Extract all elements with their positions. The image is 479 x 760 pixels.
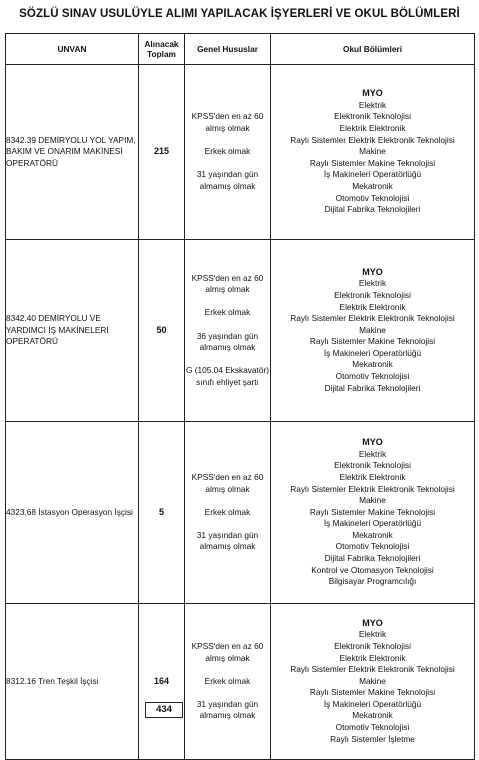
okul-bolum-item: Elektronik Teknolojisi [334, 111, 411, 122]
okul-bolum-item: Makine [359, 324, 386, 335]
table-row [6, 240, 475, 422]
okul-bolum-item: Mekatronik [352, 529, 393, 540]
genel-hususlar-cell [185, 65, 271, 240]
okul-bolum-item: İş Makineleri Operatörlüğü [323, 698, 422, 709]
genel-husus-item: KPSS'den en az 60 almış olmak [191, 471, 264, 494]
okul-bolum-item: Mekatronik [352, 359, 393, 370]
okul-bolum-item: Elektrik Elektronik [339, 301, 406, 312]
unvan-cell: 8342.39 DEMİRYOLU YOL YAPIM, BAKIM VE ONARIM MAKİNESİ OPERATÖRÜ [6, 65, 139, 240]
okul-bolum-item: Raylı Sistemler Elektrik Elektronik Teknolojisi [290, 313, 455, 324]
header-genel: Genel Hususlar [185, 34, 271, 65]
genel-husus-item: KPSS'den en az 60 almış olmak [191, 111, 264, 134]
okul-bolumleri-cell [271, 422, 475, 604]
genel-hususlar-cell [185, 240, 271, 422]
okul-bolum-item: Elektronik Teknolojisi [334, 289, 411, 300]
okul-bolum-item: Elektrik Elektronik [339, 471, 406, 482]
okul-bolum-item: Raylı Sistemler İşletme [330, 733, 415, 744]
page-title: SÖZLÜ SINAV USULÜYLE ALIMI YAPILACAK İŞYERLERİ VE OKUL BÖLÜMLERİ [19, 8, 460, 20]
genel-husus-item: Erkek olmak [204, 307, 251, 318]
toplam-cell: 164 [139, 604, 185, 760]
okul-bolum-item: Raylı Sistemler Makine Teknolojisi [309, 336, 436, 347]
okul-bolum-item: Raylı Sistemler Elektrik Elektronik Teknolojisi [290, 134, 455, 145]
okul-bolum-item: Otomotiv Teknolojisi [335, 722, 410, 733]
okul-bolumleri-cell [271, 604, 475, 760]
okul-group-label: MYO [362, 88, 383, 99]
okul-bolum-item: Raylı Sistemler Makine Teknolojisi [309, 506, 436, 517]
okul-bolum-item: Elektrik [358, 629, 387, 640]
okul-bolum-item: Elektronik Teknolojisi [334, 640, 411, 651]
toplam-cell: 215 [139, 65, 185, 240]
okul-bolum-item: İş Makineleri Operatörlüğü [323, 169, 422, 180]
unvan-cell: 8342.40 DEMİRYOLU VE YARDIMCI İŞ MAKİNELERİ OPERATÖRÜ [6, 240, 139, 422]
header-toplam-line2: Toplam [147, 49, 176, 59]
okul-bolum-item: Dijital Fabrika Teknolojileri [324, 204, 421, 215]
okul-bolum-item: Makine [359, 495, 386, 506]
okul-bolum-item: Mekatronik [352, 180, 393, 191]
okul-bolum-item: Otomotiv Teknolojisi [335, 541, 410, 552]
total-count: 434 [145, 702, 183, 718]
header-okul: Okul Bölümleri [271, 34, 475, 65]
okul-bolumleri-cell [271, 65, 475, 240]
okul-bolum-item: Mekatronik [352, 710, 393, 721]
okul-bolum-item: Raylı Sistemler Elektrik Elektronik Teknolojisi [290, 664, 455, 675]
okul-group-label: MYO [362, 266, 383, 277]
okul-bolum-item: Elektrik Elektronik [339, 123, 406, 134]
genel-husus-item: KPSS'den en az 60 almış olmak [191, 272, 264, 295]
genel-hususlar-cell [185, 604, 271, 760]
okul-bolum-item: Elektronik Teknolojisi [334, 460, 411, 471]
okul-bolum-item: Kontrol ve Otomasyon Teknolojisi [311, 564, 434, 575]
okul-bolum-item: İş Makineleri Operatörlüğü [323, 518, 422, 529]
okul-bolum-item: Elektrik [358, 99, 387, 110]
okul-bolumleri-cell [271, 240, 475, 422]
unvan-cell: 4323.68 İstasyon Operasyon İşçisi [6, 422, 139, 604]
header-toplam-line1: Alınacak [144, 39, 179, 49]
okul-bolum-item: Elektrik Elektronik [339, 652, 406, 663]
okul-bolum-item: Dijital Fabrika Teknolojileri [324, 553, 421, 564]
okul-bolum-item: Raylı Sistemler Makine Teknolojisi [309, 687, 436, 698]
table-row [6, 422, 475, 604]
okul-group-label: MYO [362, 437, 383, 448]
positions-table [5, 33, 475, 760]
okul-bolum-item: Otomotiv Teknolojisi [335, 192, 410, 203]
genel-husus-item: KPSS'den en az 60 almış olmak [191, 640, 264, 663]
genel-husus-item: 31 yaşından gün almamış olmak [196, 529, 259, 552]
okul-bolum-item: Makine [359, 146, 386, 157]
table-row [6, 604, 475, 760]
header-toplam [139, 34, 185, 65]
toplam-cell: 5 [139, 422, 185, 604]
okul-bolum-item: Elektrik [358, 448, 387, 459]
genel-husus-item: 31 yaşından gün almamış olmak [196, 169, 259, 191]
okul-bolum-item: Elektrik [358, 278, 387, 289]
genel-husus-item: 31 yaşından gün almamış olmak [196, 698, 259, 721]
header-unvan: UNVAN [6, 34, 139, 65]
unvan-cell: 8312.16 Tren Teşkil İşçisi [6, 604, 139, 760]
okul-bolum-item: Makine [359, 675, 386, 686]
genel-husus-item: Erkek olmak [204, 675, 251, 686]
okul-bolum-item: Otomotiv Teknolojisi [335, 371, 410, 382]
header-row [6, 34, 475, 65]
toplam-cell: 50 [139, 240, 185, 422]
okul-bolum-item: İş Makineleri Operatörlüğü [323, 347, 422, 358]
genel-husus-item: 36 yaşından gün almamış olmak [196, 330, 259, 353]
genel-hususlar-cell [185, 422, 271, 604]
table-row [6, 65, 475, 240]
okul-bolum-item: Bilgisayar Programcılığı [328, 576, 417, 587]
okul-group-label: MYO [362, 617, 383, 628]
okul-bolum-item: Dijital Fabrika Teknolojileri [324, 382, 421, 393]
genel-husus-item: Erkek olmak [204, 506, 251, 517]
genel-husus-item: G (105.04 Ekskavatör) sınıfı ehliyet şartı [185, 365, 269, 387]
okul-bolum-item: Raylı Sistemler Makine Teknolojisi [309, 157, 436, 168]
genel-husus-item: Erkek olmak [204, 146, 251, 157]
okul-bolum-item: Raylı Sistemler Elektrik Elektronik Teknolojisi [290, 483, 455, 494]
